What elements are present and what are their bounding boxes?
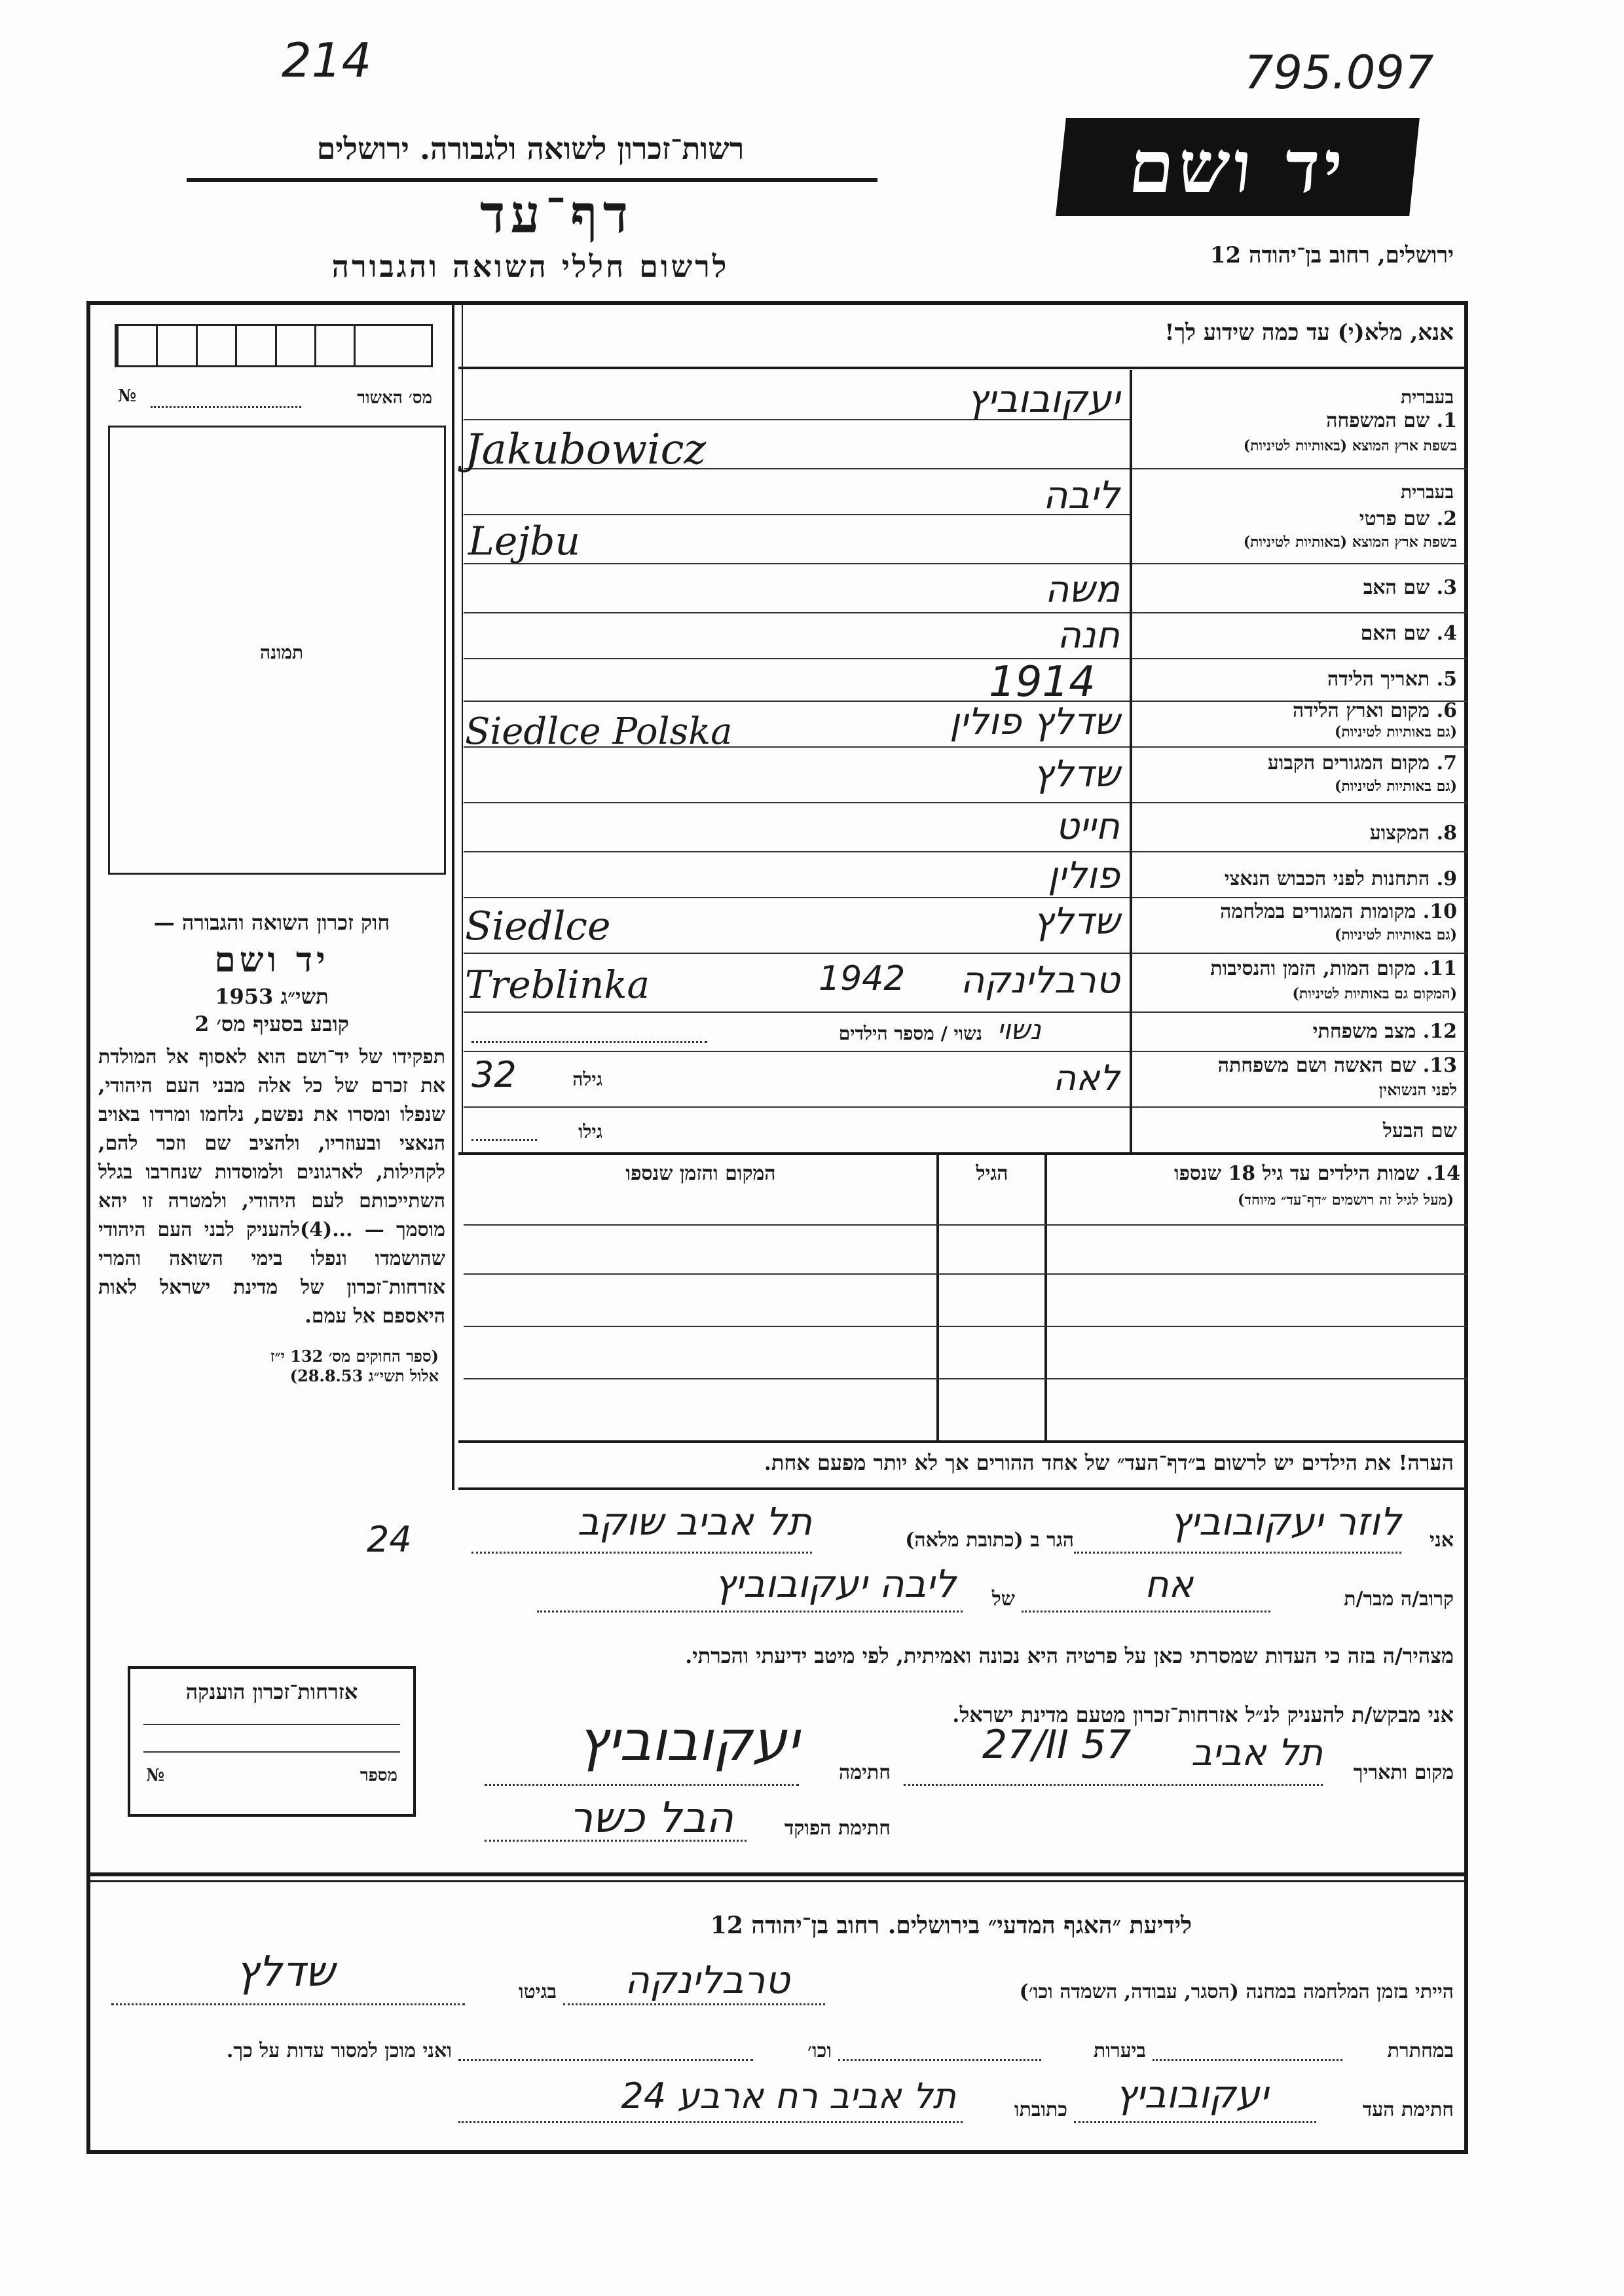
handwritten-reference-number: 795.097 — [1244, 46, 1434, 100]
wife-age-value: 32 — [471, 1054, 517, 1095]
marital-status-value: נשוי — [997, 1013, 1041, 1046]
children-label: 14. שמות הילדים עד גיל 18 שנספו — [1173, 1162, 1460, 1185]
relative-value: אח — [1144, 1563, 1194, 1606]
father-name-value: משה — [1044, 568, 1120, 611]
etc-label: וכו׳ — [807, 2039, 832, 2062]
firstname-hebrew-value: ליבה — [1043, 473, 1120, 517]
field-3-label: 3. שם האב — [1363, 576, 1457, 599]
ghetto-label: בגיטו — [518, 1980, 557, 2003]
field-13-label: 13. שם האשה ושם משפחתה — [1217, 1054, 1457, 1077]
wife-age-label: גילה — [572, 1068, 602, 1090]
place-value: תל אביב — [1190, 1732, 1323, 1774]
field-1-label: 1. שם המשפחה — [1326, 409, 1457, 432]
field-6-label: 6. מקום וארץ הלידה — [1292, 699, 1457, 722]
camp-line-label: הייתי בזמן המלחמה במחנה (הסגר, עבודה, השמדה וכו׳) — [1019, 1980, 1454, 2003]
surname-hebrew-value: יעקובוביץ — [967, 376, 1120, 421]
children-place-header: המקום והזמן שנספו — [625, 1162, 776, 1185]
field-13-sublabel: לפני הנשואין — [1378, 1080, 1457, 1099]
place-date-label: מקום ותאריך — [1353, 1761, 1454, 1784]
instruction-text: אנא, מלא(י) עד כמה שידוע לך! — [1164, 319, 1454, 346]
yad-vashem-logo: יד ושם — [1056, 118, 1420, 216]
field-7-label: 7. מקום המגורים הקבוע — [1267, 752, 1457, 774]
field-10-label: 10. מקומות המגורים במלחמה — [1220, 900, 1457, 923]
photo-label: תמונה — [259, 642, 304, 663]
field-7-sublabel: (גם באותיות לטיניות) — [1334, 778, 1457, 795]
witness-signature-label: חתימת העד — [1362, 2098, 1454, 2121]
memorial-citizenship-box: אזרחות־זכרון הוענקה מספר № — [128, 1666, 416, 1817]
of-value: ליבה יעקובוביץ — [714, 1561, 956, 1606]
date-value: 27/II 57 — [982, 1722, 1132, 1768]
cert-boxes — [115, 324, 433, 367]
relative-label: קרוב/ה מבר/ת — [1344, 1588, 1454, 1611]
firstname-latin-value: Lejbu — [468, 519, 581, 564]
address-label: הגר ב (כתובת מלאה) — [905, 1529, 1074, 1552]
of-label: של — [991, 1588, 1015, 1611]
officer-signature-value: הבל כשר — [569, 1794, 733, 1842]
surname-latin-value: Jakubowicz — [465, 426, 707, 474]
mother-name-value: חנה — [1057, 614, 1120, 657]
form-subtitle: לרשום חללי השואה והגבורה — [331, 249, 729, 284]
request-text: אני מבקש/ת להעניק לנ״ל אזרחות־זכרון מטעם מדינת ישראל. — [952, 1702, 1454, 1727]
children-note: הערה! את הילדים יש לרשום ב״דף־העד״ של אחד ההורים אך לא יותר מפעם אחת. — [764, 1450, 1454, 1475]
cert-label: מס׳ האשור — [357, 388, 432, 408]
ready-text: ואני מוכן למסור עדות על כך. — [226, 2039, 452, 2062]
field-9-label: 9. התחנות לפני הכבוש הנאצי — [1224, 867, 1457, 890]
profession-value: חייט — [1056, 805, 1120, 848]
wife-name-value: לאה — [1052, 1057, 1120, 1099]
birthplace-latin-value: Siedlce Polska — [465, 710, 733, 753]
declarant-address-value: תל אביב שוקב — [577, 1499, 812, 1544]
death-place-hebrew-value: טרבלינקה — [960, 959, 1120, 1002]
forest-label: ביערות — [1093, 2039, 1146, 2062]
death-year-value: 1942 — [819, 959, 906, 998]
attest-text: מצהיר/ה בזה כי העדות שמסרתי כאן על פרטיה היא נכונה ואמיתית, לפי מיטב ידיעתי והכרתי. — [685, 1643, 1454, 1668]
witness-signature-value: יעקובוביץ — [1115, 2072, 1268, 2117]
authority-name: רשות־זכרון לשואה ולגבורה. ירושלים — [316, 131, 745, 166]
field-11-label: 11. מקום המות, הזמן והנסיבות — [1210, 957, 1457, 980]
officer-signature-label: חתימת הפוקד — [784, 1817, 891, 1840]
law-box: חוק זכרון השואה והגבורה — יד ושם תשי״ג 1953 קובע בסעיף מס׳ 2 תפקידו של יד־ושם הוא לאסוף אל המולדת את זכרם של כל אלה מבני העם היהודי, שנפלו ומסרו את נפשם, נלחמו ומרדו באויב הנאצי ובעוזריו, ולהציב שם וזכר להם, לקהילות, לארגונים ולמוסדות שנחרבו בגלל השתייכותם לעם היהודי, ולמטרה זו יהא מוסמך — ...(4)להעניק לבני העם היהודי שהושמדו ונפלו בימי השואה והמרי אזרחות־זכרון של מדינת ישראל לאות היאספם אל עמם. (ספר החוקים מס׳ 132 י״ז אלול תשי״ג 28.8.53) — [98, 910, 445, 1385]
field-6-sublabel: (גם באותיות לטיניות) — [1334, 723, 1457, 740]
pre-war-value: פולין — [1048, 854, 1120, 897]
camp-value: טרבלינקה — [624, 1958, 790, 2002]
field-2-in-hebrew: בעברית — [1400, 481, 1454, 503]
handwritten-page-number: 214 — [282, 33, 372, 88]
field-5-label: 5. תאריך הלידה — [1327, 668, 1457, 691]
ghetto-value: שדלץ — [236, 1948, 335, 1996]
footer-notify: לידיעת ״האגף המדעי״ בירושלים. רחוב בן־יהודה 12 — [710, 1912, 1192, 1939]
witness-address-label: כתובתו — [1014, 2098, 1067, 2121]
field-2-label: 2. שם פרטי — [1359, 507, 1457, 530]
declarant-name-value: לוזר יעקובוביץ — [1170, 1499, 1401, 1544]
field-2-sublabel: בשפת ארץ המוצא (באותיות לטיניות) — [1243, 534, 1457, 551]
death-place-latin-value: Treblinka — [465, 962, 650, 1007]
wartime-residence-latin-value: Siedlce — [465, 903, 611, 949]
field-1-sublabel: בשפת ארץ המוצא (באותיות לטיניות) — [1243, 437, 1457, 454]
signature-label: חתימה — [839, 1761, 891, 1784]
field-8-label: 8. המקצוע — [1369, 822, 1457, 845]
underground-label: במחתרת — [1387, 2039, 1454, 2062]
marital-extra-label: נשוי / מספר הילדים — [838, 1023, 982, 1044]
declarant-signature: יעקובוביץ — [578, 1709, 799, 1773]
field-12-label: 12. מצב משפחתי — [1312, 1020, 1457, 1043]
declarant-label: אני — [1430, 1529, 1454, 1552]
children-sublabel: (מעל לגיל זה רושמים ״דף־עד״ מיוחד) — [1237, 1192, 1454, 1209]
wartime-residence-hebrew-value: שדלץ — [1033, 900, 1120, 943]
residence-value: שדלץ — [1033, 753, 1120, 795]
field-10-sublabel: (גם באותיות לטיניות) — [1334, 926, 1457, 943]
field-11-sublabel: (המקום גם באותיות לטיניות) — [1292, 985, 1457, 1002]
field-4-label: 4. שם האם — [1360, 622, 1457, 645]
husband-age-label: גילו — [578, 1121, 602, 1142]
birth-date-value: 1914 — [989, 658, 1096, 706]
field-1-in-hebrew: בעברית — [1400, 386, 1454, 408]
field-husband-label: שם הבעל — [1382, 1120, 1457, 1142]
witness-address-value: תל אביב רח ארבע 24 — [621, 2075, 956, 2117]
address-text: ירושלים, רחוב בן־יהודה 12 — [1209, 242, 1454, 268]
form-title: דף־עד — [479, 183, 634, 245]
birthplace-hebrew-value: שדלץ פולין — [950, 701, 1120, 743]
margin-number: 24 — [367, 1519, 412, 1560]
cert-number-mark: № — [118, 386, 137, 406]
children-age-header: הגיל — [976, 1162, 1008, 1185]
